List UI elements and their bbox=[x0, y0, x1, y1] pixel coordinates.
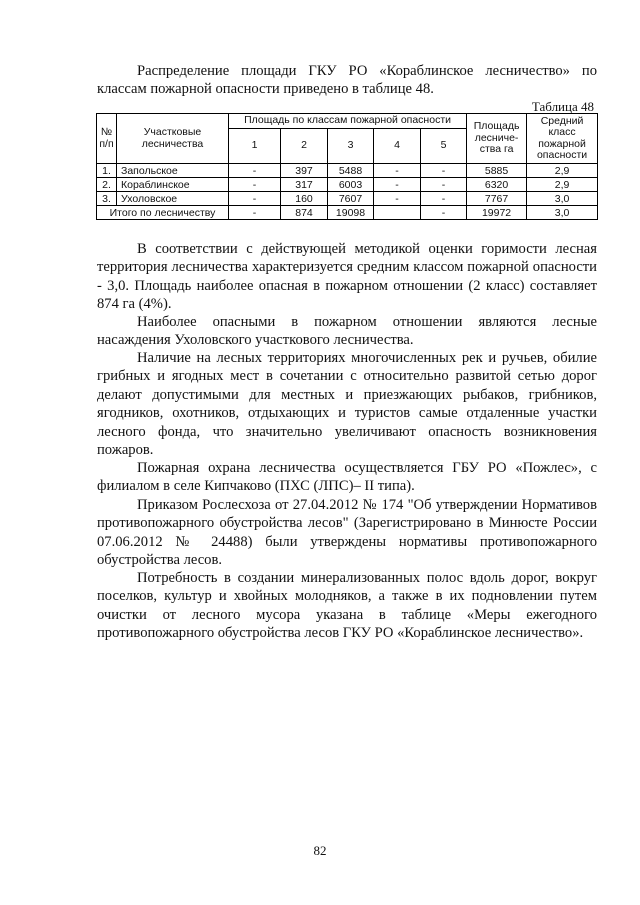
summary-class-5: - bbox=[421, 206, 467, 220]
cell-class-1: - bbox=[229, 178, 281, 192]
header-class-3: 3 bbox=[328, 129, 374, 164]
table-row bbox=[97, 178, 598, 192]
header-class-1: 1 bbox=[229, 129, 281, 164]
cell-total: 7767 bbox=[467, 192, 527, 206]
cell-class-3: 6003 bbox=[328, 178, 374, 192]
paragraph-needs: Потребность в создании минерализованных полос вдоль дорог, вокруг поселков, культур и хвойных молодняков, а также в их подновлении путем очистки от лесного мусора указана в таблице «Меры ежегодного противопожарного обустройства лесов ГКУ РО «Кораблинское лесничество». bbox=[97, 570, 597, 642]
cell-class-5: - bbox=[421, 164, 467, 178]
cell-district: Кораблинское bbox=[117, 178, 229, 192]
header-class-2: 2 bbox=[281, 129, 328, 164]
cell-num: 3. bbox=[97, 192, 117, 206]
header-num: № п/п bbox=[97, 114, 117, 164]
cell-avg: 2,9 bbox=[527, 178, 598, 192]
table-row bbox=[97, 164, 598, 178]
cell-district: Запольское bbox=[117, 164, 229, 178]
cell-num: 1. bbox=[97, 164, 117, 178]
cell-class-4: - bbox=[374, 192, 421, 206]
table-row bbox=[97, 192, 598, 206]
cell-class-1: - bbox=[229, 164, 281, 178]
intro-paragraph: Распределение площади ГКУ РО «Кораблинское лесничество» по классам пожарной опасности приведено в таблице 48. bbox=[97, 63, 597, 98]
summary-class-4 bbox=[374, 206, 421, 220]
cell-total: 6320 bbox=[467, 178, 527, 192]
summary-class-3: 19098 bbox=[328, 206, 374, 220]
summary-class-1: - bbox=[229, 206, 281, 220]
cell-class-1: - bbox=[229, 192, 281, 206]
cell-class-4: - bbox=[374, 164, 421, 178]
paragraph-horimost: В соответствии с действующей методикой оценки горимости лесная территория лесничества характеризуется средним классом пожарной опасности - 3,0. Площадь наиболее опасная в пожарном отношении (2 класс) составляет 874 га (4%). bbox=[97, 241, 597, 313]
paragraph-fire-protection: Пожарная охрана лесничества осуществляется ГБУ РО «Пожлес», с филиалом в селе Кипчаково (ПХС (ЛПС)– II типа). bbox=[97, 460, 597, 495]
paragraph-order: Приказом Рослесхоза от 27.04.2012 № 174 "Об утверждении Нормативов противопожарного обустройства лесов" (Зарегистрировано в Минюсте России 07.06.2012 № 24488) были утверждены нормативы противопожарного обустройства лесов. bbox=[97, 497, 597, 569]
header-avg-class: Средний класс пожарной опасности bbox=[527, 114, 598, 164]
paragraph-most-dangerous: Наиболее опасными в пожарном отношении являются лесные насаждения Ухоловского участкового лесничества. bbox=[97, 314, 597, 349]
header-district: Участковые лесничества bbox=[117, 114, 229, 164]
header-total-area: Площадь лесниче-ства га bbox=[467, 114, 527, 164]
header-class-4: 4 bbox=[374, 129, 421, 164]
cell-num: 2. bbox=[97, 178, 117, 192]
cell-class-2: 160 bbox=[281, 192, 328, 206]
header-area-by-class: Площадь по классам пожарной опасности bbox=[229, 114, 467, 129]
header-class-5: 5 bbox=[421, 129, 467, 164]
cell-district: Ухоловское bbox=[117, 192, 229, 206]
cell-class-2: 397 bbox=[281, 164, 328, 178]
cell-avg: 3,0 bbox=[527, 192, 598, 206]
cell-class-4: - bbox=[374, 178, 421, 192]
table-caption: Таблица 48 bbox=[531, 99, 594, 114]
cell-class-2: 317 bbox=[281, 178, 328, 192]
summary-class-2: 874 bbox=[281, 206, 328, 220]
fire-class-table bbox=[96, 113, 598, 220]
cell-class-5: - bbox=[421, 178, 467, 192]
cell-class-3: 5488 bbox=[328, 164, 374, 178]
summary-total: 19972 bbox=[467, 206, 527, 220]
cell-avg: 2,9 bbox=[527, 164, 598, 178]
paragraph-causes: Наличие на лесных территориях многочисленных рек и ручьев, обилие грибных и ягодных мест в сочетании с относительно развитой сетью дорог делают допустимыми для местных и приезжающих рыбаков, грибников, ягодников, охотников, отдыхающих и туристов самые отдаленные участки лесного фонда, что значительно увеличивают опасность возникновения пожаров. bbox=[97, 350, 597, 459]
summary-label: Итого по лесничеству bbox=[97, 206, 229, 220]
cell-class-3: 7607 bbox=[328, 192, 374, 206]
table-summary-row bbox=[97, 206, 598, 220]
page-number: 82 bbox=[313, 843, 327, 858]
summary-avg: 3,0 bbox=[527, 206, 598, 220]
cell-class-5: - bbox=[421, 192, 467, 206]
cell-total: 5885 bbox=[467, 164, 527, 178]
